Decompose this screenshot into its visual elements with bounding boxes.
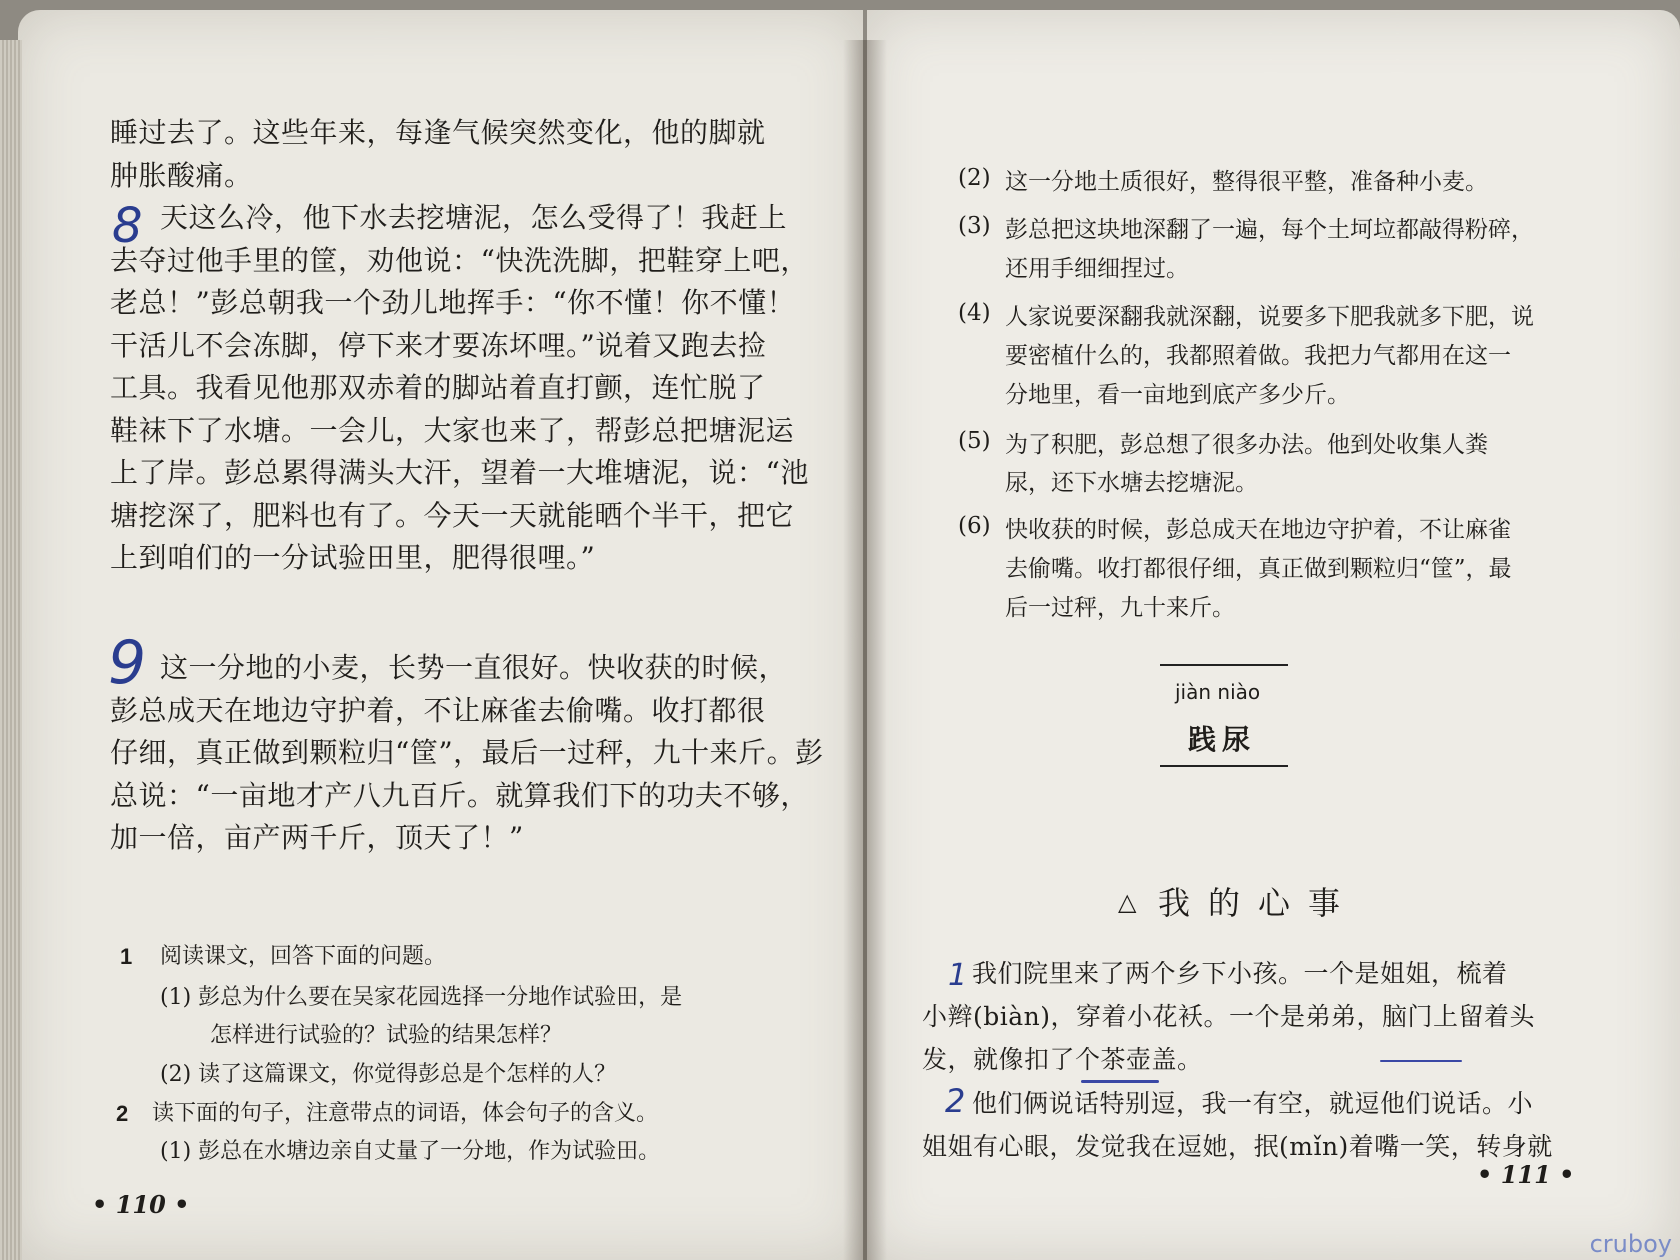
text-line: 上到咱们的一分试验田里，肥得很哩。” — [110, 541, 596, 574]
vocab-rule-top — [1160, 664, 1288, 666]
text-line: 去夺过他手里的筐，劝他说：“快洗洗脚，把鞋穿上吧， — [110, 243, 809, 277]
item-number: (5) — [958, 428, 991, 454]
pen-underline-mark — [1380, 1060, 1462, 1062]
text-line: 睡过去了。这些年来，每逢气候突然变化，他的脚就 — [110, 116, 766, 149]
handwritten-paragraph-marker: 2 — [945, 1082, 966, 1120]
item-number: (6) — [958, 513, 991, 539]
exercise-text: 怎样进行试验的？试验的结果怎样？ — [210, 1023, 563, 1048]
page-number-left: • 110 • — [92, 1190, 190, 1219]
left-paragraph-2 — [110, 197, 809, 580]
right-paragraph-2 — [922, 1082, 1553, 1168]
exercise-text: (1) 彭总为什么要在吴家花园选择一分地作试验田，是 — [160, 985, 683, 1010]
item-number: (2) — [958, 165, 991, 191]
text-line: 小辫(biàn)，穿着小花袄。一个是弟弟，脑门上留着头 — [922, 1002, 1536, 1031]
item-line: 快收获的时候，彭总成天在地边守护着，不让麻雀 — [1005, 517, 1511, 543]
left-paragraph-1 — [110, 112, 766, 197]
text-line: 彭总成天在地边守护着，不让麻雀去偷嘴。收打都很 — [110, 693, 766, 727]
text-line: 鞋袜下了水塘。一会儿，大家也来了，帮彭总把塘泥运 — [110, 413, 795, 447]
lesson-triangle-icon: △ — [1118, 888, 1137, 916]
text-line: 工具。我看见他那双赤着的脚站着直打颤，连忙脱了 — [110, 371, 766, 404]
book-spine-gutter — [843, 40, 887, 1260]
exercise-text: (2) 读了这篇课文，你觉得彭总是个怎样的人？ — [160, 1062, 617, 1087]
exercise-text: 读下面的句子，注意带点的词语，体会句子的含义。 — [152, 1101, 659, 1126]
item-number: (4) — [958, 300, 991, 326]
text-line: 加一倍，亩产两千斤，顶天了！” — [110, 821, 524, 854]
text-line: 上了岸。彭总累得满头大汗，望着一大堆塘泥，说：“池 — [110, 456, 809, 489]
item-line: 为了积肥，彭总想了很多办法。他到处收集人粪 — [1005, 432, 1488, 458]
handwritten-paragraph-marker: 8 — [112, 198, 143, 254]
item-line: 要密植什么的，我都照着做。我把力气都用在这一 — [1005, 343, 1511, 369]
exercise-text: (1) 彭总在水塘边亲自丈量了一分地，作为试验田。 — [160, 1139, 661, 1164]
item-line: 后一过秤，九十来斤。 — [1005, 595, 1235, 621]
exercise-number: 1 — [120, 944, 133, 969]
text-line: 肿胀酸痛。 — [110, 158, 253, 192]
handwritten-paragraph-marker: 1 — [948, 958, 968, 993]
vocab-rule-bottom — [1160, 765, 1288, 767]
text-line: 他们俩说话特别逗，我一有空，就逗他们说话。小 — [972, 1089, 1534, 1118]
text-line: 我们院里来了两个乡下小孩。一个是姐姐，梳着 — [972, 959, 1508, 988]
book-page-edges — [0, 40, 22, 1260]
text-line: 塘挖深了，肥料也有了。今天一天就能晒个半干，把它 — [110, 498, 795, 532]
item-line: 这一分地土质很好，整得很平整，准备种小麦。 — [1005, 169, 1488, 195]
text-line: 仔细，真正做到颗粒归“筐”，最后一过秤，九十来斤。彭 — [110, 736, 824, 769]
item-number: (3) — [958, 213, 991, 239]
item-line: 分地里，看一亩地到底产多少斤。 — [1005, 382, 1350, 408]
left-paragraph-3 — [110, 647, 824, 860]
lesson-title: 我的心事 — [1158, 884, 1359, 922]
item-line: 彭总把这块地深翻了一遍，每个土坷垃都敲得粉碎， — [1005, 217, 1534, 243]
text-line: 这一分地的小麦，长势一直很好。快收获的时候， — [160, 651, 788, 684]
text-line: 老总！”彭总朝我一个劲儿地挥手：“你不懂！你不懂！ — [110, 286, 796, 319]
item-line: 人家说要深翻我就深翻，说要多下肥我就多下肥，说 — [1005, 304, 1534, 330]
exercise-number: 2 — [116, 1101, 129, 1126]
text-line: 发，就像扣了个茶壶盖。 — [922, 1045, 1203, 1074]
text-line: 总说：“一亩地才产八九百斤。就算我们下的功夫不够， — [110, 778, 809, 812]
item-line: 还用手细细捏过。 — [1005, 256, 1189, 282]
item-line: 去偷嘴。收打都很仔细，真正做到颗粒归“筐”，最 — [1005, 556, 1512, 582]
exercise-text: 阅读课文，回答下面的问题。 — [160, 944, 447, 969]
watermark-text: cruboy — [1589, 1230, 1672, 1258]
text-line: 天这么冷，他下水去挖塘泥，怎么受得了！我赶上 — [160, 201, 788, 234]
handwritten-paragraph-marker: 9 — [108, 628, 147, 698]
text-line: 干活儿不会冻脚，停下来才要冻坏哩。”说着又跑去捡 — [110, 328, 767, 362]
page-number-right: • 111 • — [1477, 1160, 1575, 1189]
vocab-word: 践尿 — [1188, 723, 1257, 756]
item-line: 尿，还下水塘去挖塘泥。 — [1005, 470, 1258, 496]
vocab-pinyin: jiàn niào — [1175, 680, 1261, 704]
text-line: 姐姐有心眼，发觉我在逗她，抿(mǐn)着嘴一笑，转身就 — [922, 1132, 1553, 1161]
